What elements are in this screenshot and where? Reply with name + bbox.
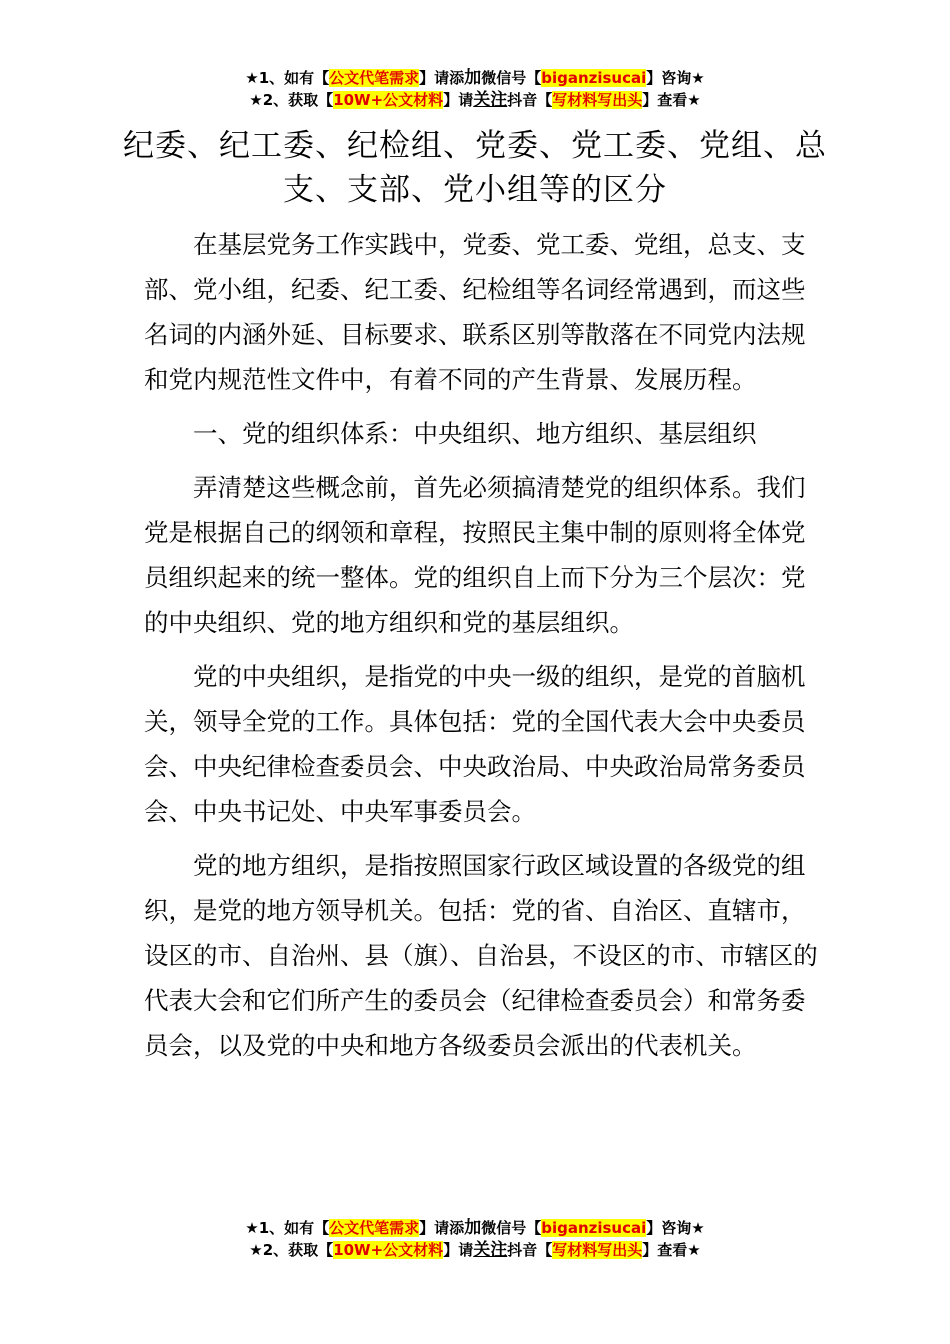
banner-emphasis: 加 — [464, 68, 482, 88]
section-heading: 一、党的组织体系：中央组织、地方组织、基层组织 — [193, 419, 757, 448]
paragraph: 在基层党务工作实践中，党委、党工委、党组，总支、支部、党小组，纪委、纪工委、纪检组等名词经常遇到，而这些名词的内涵外延、目标要求、联系区别等散落在不同党内法规和党内规范性文件中，有着不同的产生背景、发展历程。 — [144, 230, 806, 394]
wechat-id-highlight: biganzisucai — [541, 1219, 647, 1237]
banner-emphasis: 关注 — [473, 90, 508, 110]
banner-text: 】请添 — [419, 69, 465, 87]
banner-line-1 — [0, 67, 950, 89]
banner-text: 1、如有【 — [258, 1219, 330, 1237]
banner-emphasis: 加 — [464, 1218, 482, 1238]
star-icon: ★ — [691, 69, 705, 87]
banner-line-2 — [0, 89, 950, 111]
banner-text: 抖音【 — [507, 91, 553, 109]
star-icon: ★ — [691, 1219, 705, 1237]
banner-text: 1、如有【 — [258, 69, 330, 87]
banner-text: 】请 — [443, 91, 474, 109]
banner-text: 】查看 — [642, 91, 688, 109]
banner-text: 微信号【 — [481, 69, 542, 87]
banner-text: 】请 — [443, 1241, 474, 1259]
banner-text: 】查看 — [642, 1241, 688, 1259]
banner-highlight: 公文代笔需求 — [329, 69, 420, 87]
banner-text: 2、获取【 — [262, 91, 334, 109]
star-icon: ★ — [249, 1241, 263, 1259]
star-icon: ★ — [249, 91, 263, 109]
star-icon: ★ — [245, 69, 259, 87]
wechat-id-highlight: biganzisucai — [541, 69, 647, 87]
star-icon: ★ — [687, 91, 701, 109]
banner-text: 】咨询 — [646, 69, 692, 87]
banner-text: 2、获取【 — [262, 1241, 334, 1259]
paragraph: 弄清楚这些概念前，首先必须搞清楚党的组织体系。我们党是根据自己的纲领和章程，按照民主集中制的原则将全体党员组织起来的统一整体。党的组织自上而下分为三个层次：党的中央组织、党的地方组织和党的基层组织。 — [144, 473, 806, 637]
banner-text: 微信号【 — [481, 1219, 542, 1237]
document-title: 纪委、纪工委、纪检组、党委、党工委、党组、总支、支部、党小组等的区分 — [123, 128, 827, 208]
banner-emphasis: 关注 — [473, 1240, 508, 1260]
document-body — [144, 222, 824, 1077]
banner-highlight: 10W+公文材料 — [333, 91, 444, 109]
banner-text: 抖音【 — [507, 1241, 553, 1259]
star-icon: ★ — [687, 1241, 701, 1259]
banner-highlight: 10W+公文材料 — [333, 1241, 444, 1259]
paragraph: 党的中央组织，是指党的中央一级的组织，是党的首脑机关，领导全党的工作。具体包括：党的全国代表大会中央委员会、中央纪律检查委员会、中央政治局、中央政治局常务委员会、中央书记处、中央军事委员会。 — [144, 662, 806, 826]
banner-text: 】咨询 — [646, 1219, 692, 1237]
douyin-highlight: 写材料写出头 — [552, 91, 643, 109]
banner-text: 】请添 — [419, 1219, 465, 1237]
star-icon: ★ — [245, 1219, 259, 1237]
header-ad-banner — [0, 67, 950, 111]
banner-line-1 — [0, 1217, 950, 1239]
paragraph: 党的地方组织，是指按照国家行政区域设置的各级党的组织，是党的地方领导机关。包括：党的省、自治区、直辖市，设区的市、自治州、县（旗）、自治县，不设区的市、市辖区的代表大会和它们所产生的委员会（纪律检查委员会）和常务委员会，以及党的中央和地方各级委员会派出的代表机关。 — [144, 851, 818, 1060]
footer-ad-banner — [0, 1217, 950, 1261]
douyin-highlight: 写材料写出头 — [552, 1241, 643, 1259]
banner-line-2 — [0, 1239, 950, 1261]
banner-highlight: 公文代笔需求 — [329, 1219, 420, 1237]
